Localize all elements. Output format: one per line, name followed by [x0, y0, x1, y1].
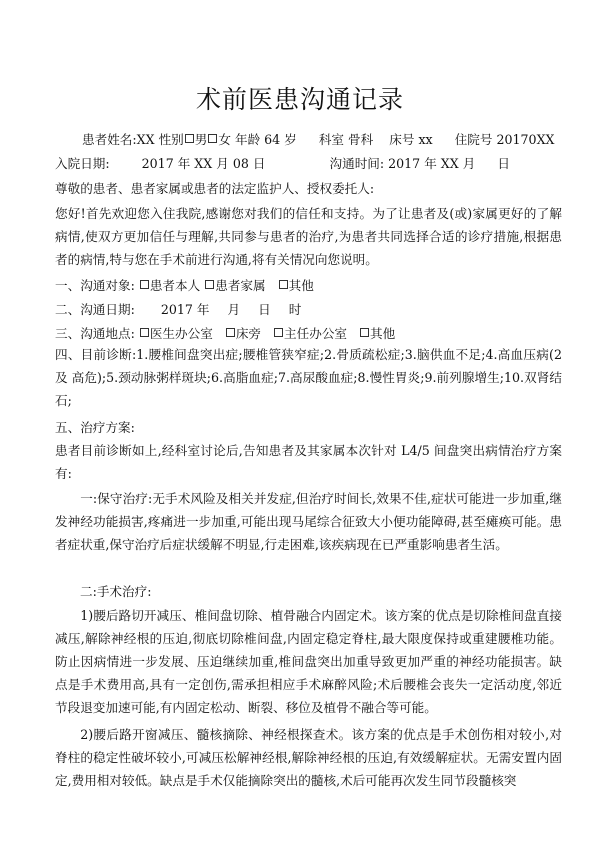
sec2-hour: 时	[288, 302, 302, 317]
section-communication-place	[55, 324, 567, 344]
bed-label: 床号	[389, 132, 415, 147]
place-office-label: 医生办公室	[149, 326, 213, 341]
age-label: 年龄	[234, 132, 261, 147]
dates-line	[55, 154, 567, 174]
sec2-year: 2017 年	[160, 302, 210, 317]
comm-date-value: 2017 年 XX 月	[388, 156, 476, 171]
place-bedside-checkbox[interactable]	[226, 328, 235, 337]
target-patient-checkbox[interactable]	[140, 280, 149, 289]
admission-no-value: 20170XX	[496, 132, 555, 147]
surgery-label: 二:手术治疗:	[80, 584, 152, 599]
target-patient-label: 患者本人	[149, 278, 201, 293]
salutation: 尊敬的患者、患者家属或患者的法定监护人、授权委托人:	[55, 181, 375, 196]
age-value: 64 岁	[264, 132, 297, 147]
sex-label: 性别	[158, 132, 184, 147]
treatment-intro: 患者目前诊断如上,经科室讨论后,告知患者及其家属本次针对 L4/5 间盘突出病情治疗方案有:	[55, 443, 562, 481]
surgery-option-1: 1)腰后路切开减压、椎间盘切除、植骨融合内固定术。该方案的优点是切除椎间盘直接减压,解除神经根的压迫,彻底切除椎间盘,内固定稳定脊柱,最大限度保持或重建腰椎功能。防止因病情进一步发展、压迫继续加重,椎间盘突出加重导致更加严重的神经功能损害。缺点是手术费用高,具有一定创伤,需承担相应手术麻醉风险;术后腰椎会丧失一定活动度,邻近节段退变加速可能,有内固定松动、断裂、移位及植骨不融合等可能。	[55, 608, 562, 715]
sec2-label: 二、沟通日期:	[55, 302, 135, 317]
comm-day: 日	[497, 156, 510, 171]
sec2-day: 日	[258, 302, 271, 317]
conservative-treatment: 一:保守治疗:无手术风险及相关并发症,但治疗时间长,效果不佳,症状可能进一步加重,继发神经功能损害,疼痛进一步加重,可能出现马尾综合征致大小便功能障碍,甚至瘫痪可能。患者症状重,保守治疗后症状缓解不明显,行走困难,该疾病现在已严重影响患者生活。	[55, 491, 562, 552]
place-bedside-label: 床旁	[235, 326, 262, 341]
sec2-month: 月	[227, 302, 241, 317]
target-family-checkbox[interactable]	[205, 280, 214, 289]
comm-date-label: 沟通时间:	[329, 156, 385, 171]
female-checkbox[interactable]	[208, 134, 217, 143]
male-checkbox[interactable]	[185, 134, 194, 143]
place-other-label: 其他	[370, 326, 396, 341]
place-director-label: 主任办公室	[284, 326, 348, 341]
document-title: 术前医患沟通记录	[195, 85, 404, 114]
dept-label: 科室	[318, 132, 345, 147]
patient-name-label: 患者姓名:	[82, 132, 137, 147]
sec1-label: 一、沟通对象:	[55, 278, 135, 293]
admit-date-value: 2017 年 XX 月 08 日	[141, 156, 266, 171]
section-treatment-label: 五、治疗方案:	[55, 420, 135, 435]
admission-no-label: 住院号	[454, 132, 493, 147]
section-communication-date	[55, 300, 567, 320]
target-other-checkbox[interactable]	[279, 280, 288, 289]
place-office-checkbox[interactable]	[140, 328, 149, 337]
place-director-checkbox[interactable]	[274, 328, 283, 337]
male-label: 男	[194, 132, 208, 147]
female-label: 女	[218, 132, 231, 147]
patient-info-line	[82, 130, 594, 150]
admit-date-label: 入院日期:	[55, 156, 110, 171]
surgery-option-2: 2)腰后路开窗减压、髓核摘除、神经根探查术。该方案的优点是手术创伤相对较小,对脊柱的稳定性破坏较小,可减压松解神经根,解除神经根的压迫,有效缓解症状。无需安置内固定,费用相对较低。缺点是手术仅能摘除突出的髓核,术后可能再次发生同节段髓核突	[55, 727, 562, 788]
section-communication-target	[55, 276, 567, 296]
dept-value: 骨科	[348, 132, 374, 147]
patient-name: XX	[136, 132, 155, 147]
intro-paragraph: 您好!首先欢迎您入住我院,感谢您对我们的信任和支持。为了让患者及(或)家属更好的了解病情,使双方更加信任与理解,共同参与患者的治疗,为患者共同选择合适的诊疗措施,根据患者的病情,特与您在手术前进行沟通,将有关情况向您说明。	[55, 206, 562, 267]
place-other-checkbox[interactable]	[360, 328, 369, 337]
bed-value: xx	[418, 132, 433, 147]
target-family-label: 患者家属	[215, 278, 266, 293]
section-diagnosis: 四、目前诊断:1.腰椎间盘突出症;腰椎管狭窄症;2.骨质疏松症;3.脑供血不足;4.高血压病(2 及 高危);5.颈动脉粥样斑块;6.高脂血症;7.高尿酸血症;8.慢性胃炎;9.前列腺增生;10.双肾结石;	[55, 347, 562, 408]
sec3-label: 三、沟通地点:	[55, 326, 135, 341]
target-other-label: 其他	[288, 278, 314, 293]
